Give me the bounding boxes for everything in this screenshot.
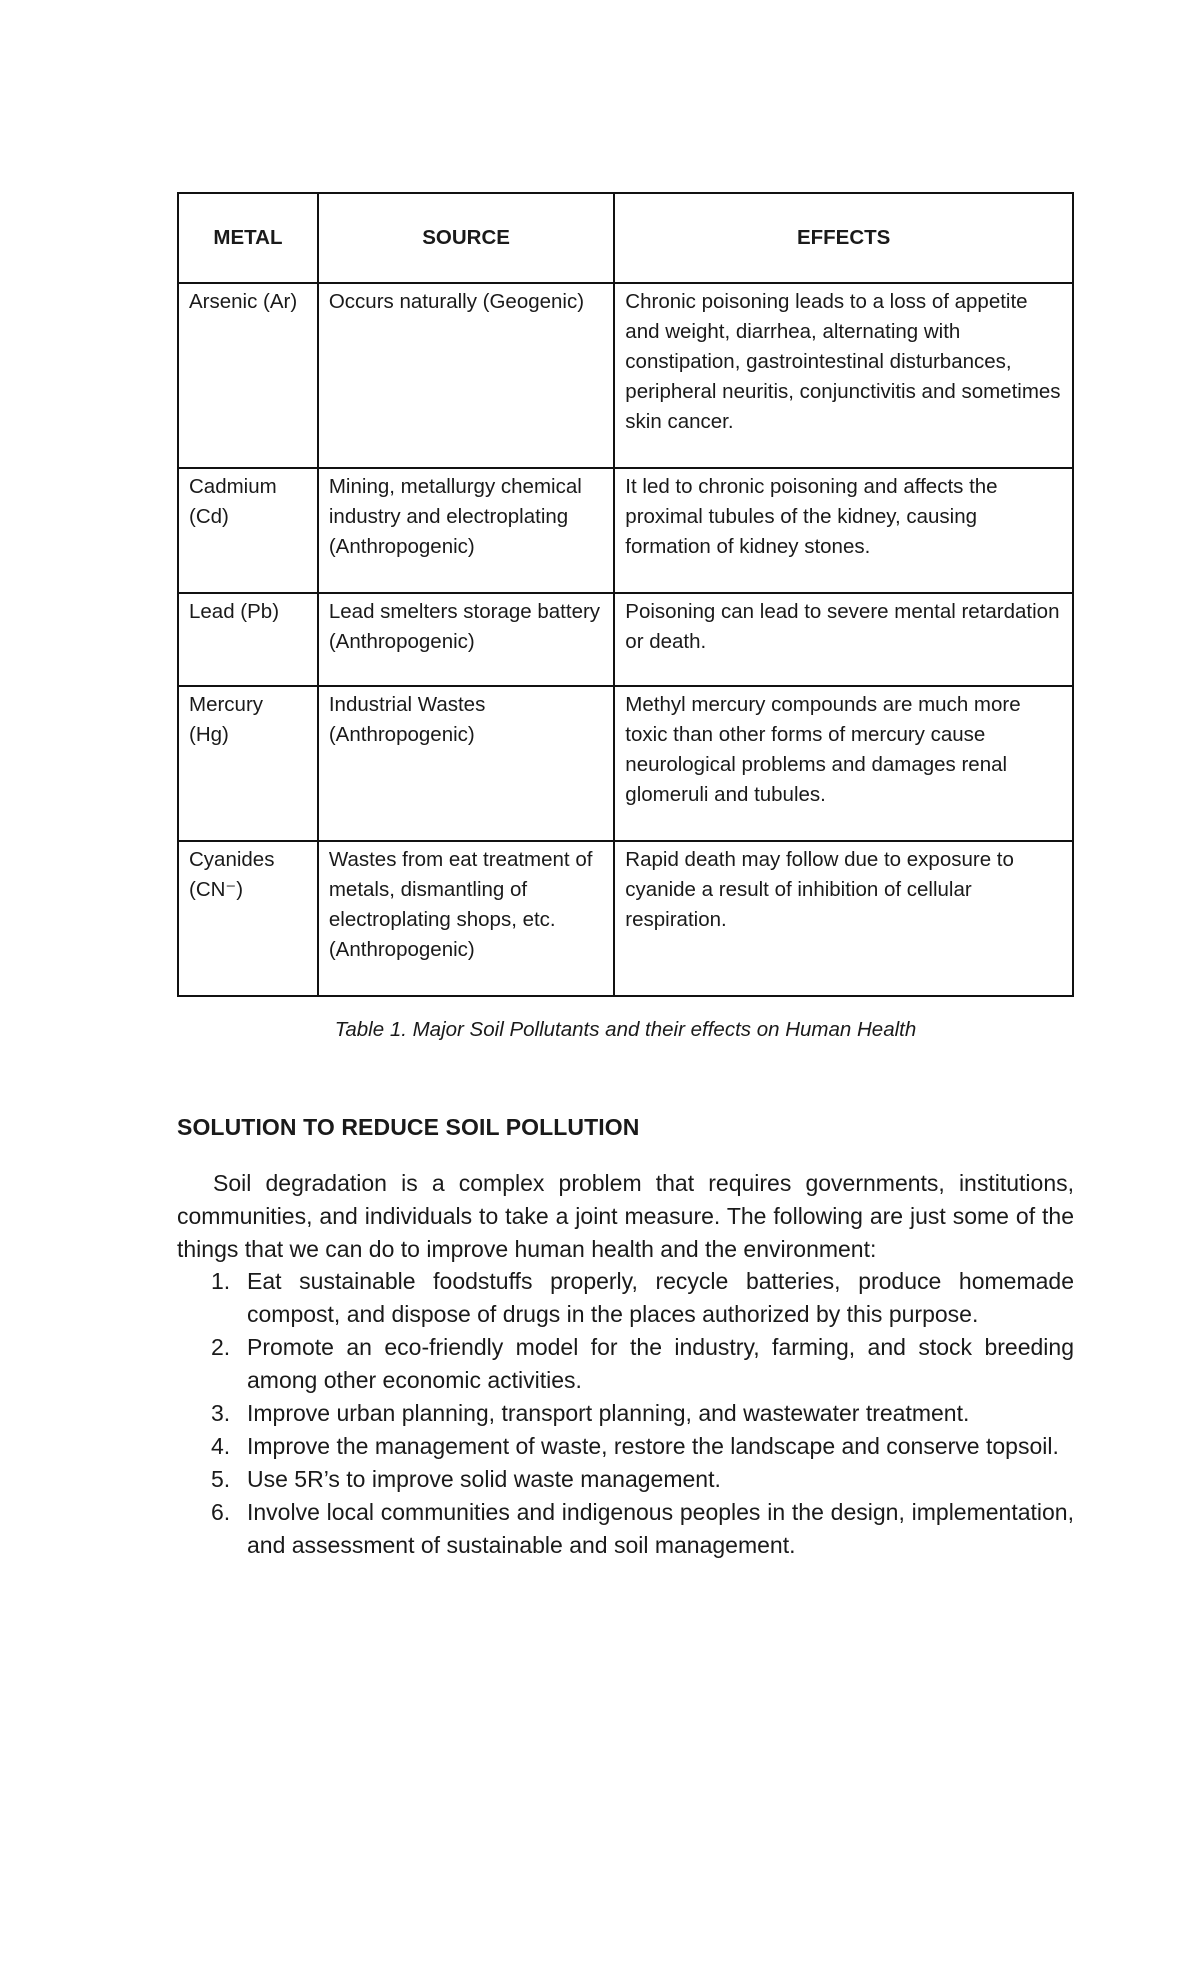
source-cell: Lead smelters storage battery (Anthropogenic) [318, 593, 614, 686]
list-item [211, 1430, 1074, 1463]
list-number: 3. [211, 1400, 231, 1426]
effects-cell: Poisoning can lead to severe mental retardation or death. [614, 593, 1073, 686]
section-heading: SOLUTION TO REDUCE SOIL POLLUTION [177, 1114, 640, 1140]
header-metal: METAL [178, 193, 318, 283]
header-source: SOURCE [318, 193, 614, 283]
source-cell: Mining, metallurgy chemical industry and electroplating (Anthropogenic) [318, 468, 614, 593]
table-row-cyanides [178, 841, 1073, 996]
intro-paragraph: Soil degradation is a complex problem that requires governments, institutions, communities, and individuals to take a joint measure. The following are just some of the things that we can do to improve human health and the environment: [177, 1170, 1074, 1262]
metal-cell: Cyanides (CN⁻) [178, 841, 318, 996]
table-row-lead [178, 593, 1073, 686]
list-item [211, 1265, 1074, 1331]
effects-cell: Rapid death may follow due to exposure to cyanide a result of inhibition of cellular respiration. [614, 841, 1073, 996]
effects-cell: It led to chronic poisoning and affects the proximal tubules of the kidney, causing formation of kidney stones. [614, 468, 1073, 593]
list-item-text: Use 5R’s to improve solid waste management. [247, 1466, 721, 1492]
list-number: 6. [211, 1499, 231, 1525]
list-item-text: Involve local communities and indigenous peoples in the design, implementation, and assessment of sustainable and soil management. [247, 1499, 1074, 1558]
list-item [211, 1331, 1074, 1397]
metal-cell: Mercury (Hg) [178, 686, 318, 841]
list-item-text: Promote an eco-friendly model for the industry, farming, and stock breeding among other economic activities. [247, 1334, 1074, 1393]
metal-cell: Lead (Pb) [178, 593, 318, 686]
list-number: 5. [211, 1466, 231, 1492]
metal-cell: Cadmium (Cd) [178, 468, 318, 593]
table-row-cadmium [178, 468, 1073, 593]
list-number: 4. [211, 1433, 231, 1459]
source-cell: Wastes from eat treatment of metals, dismantling of electroplating shops, etc. (Anthropogenic) [318, 841, 614, 996]
list-item [211, 1397, 1074, 1430]
header-effects: EFFECTS [614, 193, 1073, 283]
list-item [211, 1463, 1074, 1496]
table-caption: Table 1. Major Soil Pollutants and their effects on Human Health [334, 1018, 917, 1041]
metal-cell: Arsenic (Ar) [178, 283, 318, 468]
table-row-mercury [178, 686, 1073, 841]
solutions-list [177, 1265, 1074, 1562]
table-header-row [178, 193, 1073, 283]
list-number: 1. [211, 1268, 231, 1294]
list-number: 2. [211, 1334, 231, 1360]
effects-cell: Methyl mercury compounds are much more toxic than other forms of mercury cause neurological problems and damages renal glomeruli and tubules. [614, 686, 1073, 841]
list-item-text: Improve urban planning, transport planning, and wastewater treatment. [247, 1400, 970, 1426]
pollutants-table [177, 192, 1074, 997]
list-item [211, 1496, 1074, 1562]
effects-cell: Chronic poisoning leads to a loss of appetite and weight, diarrhea, alternating with constipation, gastrointestinal disturbances, peripheral neuritis, conjunctivitis and sometimes skin cancer. [614, 283, 1073, 468]
source-cell: Industrial Wastes (Anthropogenic) [318, 686, 614, 841]
table-row-arsenic [178, 283, 1073, 468]
list-item-text: Improve the management of waste, restore the landscape and conserve topsoil. [247, 1433, 1059, 1459]
list-item-text: Eat sustainable foodstuffs properly, recycle batteries, produce homemade compost, and dispose of drugs in the places authorized by this purpose. [247, 1268, 1074, 1327]
source-cell: Occurs naturally (Geogenic) [318, 283, 614, 468]
